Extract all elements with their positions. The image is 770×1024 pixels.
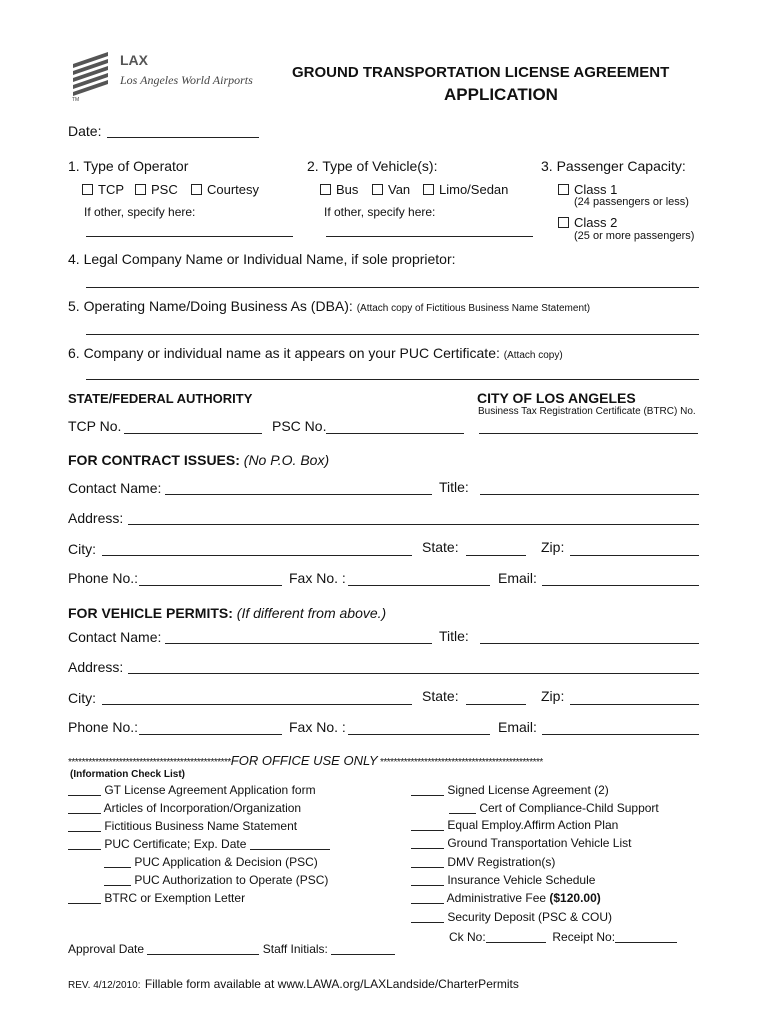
contract-contact-label: Contact Name:: [68, 480, 162, 496]
checklist-item: Security Deposit (PSC & COU): [411, 910, 612, 924]
contract-fax-label: Fax No. :: [289, 570, 346, 586]
contract-city-label: City:: [68, 541, 96, 557]
checkbox-icon[interactable]: [558, 184, 569, 195]
contract-state-label: State:: [422, 539, 459, 555]
contract-city-field[interactable]: [102, 555, 412, 556]
permits-heading: FOR VEHICLE PERMITS: (If different from above.): [68, 605, 387, 621]
permits-title-field[interactable]: [480, 643, 699, 644]
checklist-item: Equal Employ.Affirm Action Plan: [411, 818, 618, 832]
permits-email-label: Email:: [498, 719, 537, 735]
permits-phone-label: Phone No.:: [68, 719, 139, 735]
contract-contact-field[interactable]: [165, 494, 432, 495]
logo-subtitle: Los Angeles World Airports: [120, 73, 253, 87]
psc-label: PSC No.: [272, 418, 327, 434]
permits-fax-label: Fax No. :: [289, 719, 346, 735]
operator-option-courtesy[interactable]: Courtesy: [191, 182, 259, 197]
operator-option-tcp[interactable]: TCP: [82, 182, 124, 197]
form-title: GROUND TRANSPORTATION LICENSE AGREEMENT: [292, 64, 670, 81]
checkbox-icon[interactable]: [423, 184, 434, 195]
logo-tm: TM: [72, 97, 80, 103]
checklist-item: Cert of Compliance-Child Support: [449, 801, 659, 815]
contract-phone-label: Phone No.:: [68, 570, 139, 586]
checklist-item: DMV Registration(s): [411, 855, 555, 869]
checkbox-icon[interactable]: [82, 184, 93, 195]
contract-title-label: Title:: [439, 479, 469, 495]
permits-contact-field[interactable]: [165, 643, 432, 644]
contract-zip-field[interactable]: [570, 555, 699, 556]
q5-field[interactable]: [86, 334, 699, 335]
contract-phone-field[interactable]: [139, 585, 282, 586]
capacity-heading: 3. Passenger Capacity:: [541, 158, 686, 174]
permits-city-field[interactable]: [102, 704, 412, 705]
psc-field[interactable]: [326, 433, 464, 434]
checkbox-icon[interactable]: [320, 184, 331, 195]
office-use-banner: ************************************************FOR OFFICE USE ONLY ************************************************: [68, 753, 543, 768]
contract-email-label: Email:: [498, 570, 537, 586]
approval-row: Approval Date Staff Initials:: [68, 942, 395, 956]
q6-field[interactable]: [86, 379, 699, 380]
checklist-item: Insurance Vehicle Schedule: [411, 873, 595, 887]
checklist-item: GT License Agreement Application form: [68, 783, 316, 797]
q6-label: 6. Company or individual name as it appears on your PUC Certificate: (Attach copy): [68, 345, 563, 361]
date-label: Date:: [68, 123, 102, 139]
vehicle-option-limo[interactable]: Limo/Sedan: [423, 182, 508, 197]
checklist-item: PUC Certificate; Exp. Date: [68, 837, 330, 851]
checkbox-icon[interactable]: [135, 184, 146, 195]
permits-contact-label: Contact Name:: [68, 629, 162, 645]
ck-receipt-row: Ck No: Receipt No:: [449, 930, 677, 944]
permits-title-label: Title:: [439, 628, 469, 644]
permits-zip-label: Zip:: [541, 688, 565, 704]
date-field[interactable]: [107, 137, 259, 138]
checklist-item: Fictitious Business Name Statement: [68, 819, 297, 833]
checkbox-icon[interactable]: [191, 184, 202, 195]
contract-address-label: Address:: [68, 510, 124, 526]
checklist-item: PUC Authorization to Operate (PSC): [104, 873, 328, 887]
permits-address-label: Address:: [68, 659, 124, 675]
checkbox-icon[interactable]: [558, 217, 569, 228]
contract-title-field[interactable]: [480, 494, 699, 495]
q4-field[interactable]: [86, 287, 699, 288]
permits-email-field[interactable]: [542, 734, 699, 735]
footer: REV. 4/12/2010: Fillable form available at www.LAWA.org/LAXLandside/CharterPermits: [68, 977, 519, 991]
tcp-label: TCP No.: [68, 418, 122, 434]
checklist-item: BTRC or Exemption Letter: [68, 891, 245, 905]
checklist-item: Signed License Agreement (2): [411, 783, 609, 797]
tcp-field[interactable]: [124, 433, 262, 434]
form-subtitle: APPLICATION: [444, 85, 558, 104]
permits-fax-field[interactable]: [348, 734, 490, 735]
contract-state-field[interactable]: [466, 555, 526, 556]
capacity-class1-note: (24 passengers or less): [574, 196, 689, 208]
vehicle-other-label: If other, specify here:: [324, 205, 436, 219]
lax-logo-icon: [70, 50, 114, 102]
capacity-class2-note: (25 or more passengers): [574, 230, 695, 242]
checklist-title: (Information Check List): [70, 769, 186, 780]
contract-fax-field[interactable]: [348, 585, 490, 586]
contract-heading: FOR CONTRACT ISSUES: (No P.O. Box): [68, 452, 330, 468]
contract-zip-label: Zip:: [541, 539, 565, 555]
capacity-class1[interactable]: Class 1: [558, 182, 617, 197]
permits-state-label: State:: [422, 688, 459, 704]
authority-heading: STATE/FEDERAL AUTHORITY: [68, 391, 253, 406]
btrc-label: Business Tax Registration Certificate (BTRC) No.: [478, 406, 696, 417]
permits-zip-field[interactable]: [570, 704, 699, 705]
checklist-item: Ground Transportation Vehicle List: [411, 836, 631, 850]
checkbox-icon[interactable]: [372, 184, 383, 195]
permits-phone-field[interactable]: [139, 734, 282, 735]
operator-heading: 1. Type of Operator: [68, 158, 189, 174]
operator-option-psc[interactable]: PSC: [135, 182, 178, 197]
checklist-item: PUC Application & Decision (PSC): [104, 855, 318, 869]
operator-other-field[interactable]: [86, 236, 293, 237]
vehicle-option-van[interactable]: Van: [372, 182, 410, 197]
contract-address-field[interactable]: [128, 524, 699, 525]
logo-mark: LAX: [120, 52, 148, 68]
city-la-heading: CITY OF LOS ANGELES: [477, 390, 636, 406]
vehicle-heading: 2. Type of Vehicle(s):: [307, 158, 438, 174]
capacity-class2[interactable]: Class 2: [558, 215, 617, 230]
checklist-item: Administrative Fee ($120.00): [411, 891, 601, 905]
permits-city-label: City:: [68, 690, 96, 706]
vehicle-other-field[interactable]: [326, 236, 533, 237]
btrc-field[interactable]: [479, 433, 698, 434]
permits-address-field[interactable]: [128, 673, 699, 674]
vehicle-option-bus[interactable]: Bus: [320, 182, 358, 197]
checklist-item: Articles of Incorporation/Organization: [68, 801, 301, 815]
operator-other-label: If other, specify here:: [84, 205, 196, 219]
q4-label: 4. Legal Company Name or Individual Name, if sole proprietor:: [68, 251, 456, 267]
permits-state-field[interactable]: [466, 704, 526, 705]
q5-label: 5. Operating Name/Doing Business As (DBA): (Attach copy of Fictitious Business Name Statement): [68, 298, 591, 314]
contract-email-field[interactable]: [542, 585, 699, 586]
